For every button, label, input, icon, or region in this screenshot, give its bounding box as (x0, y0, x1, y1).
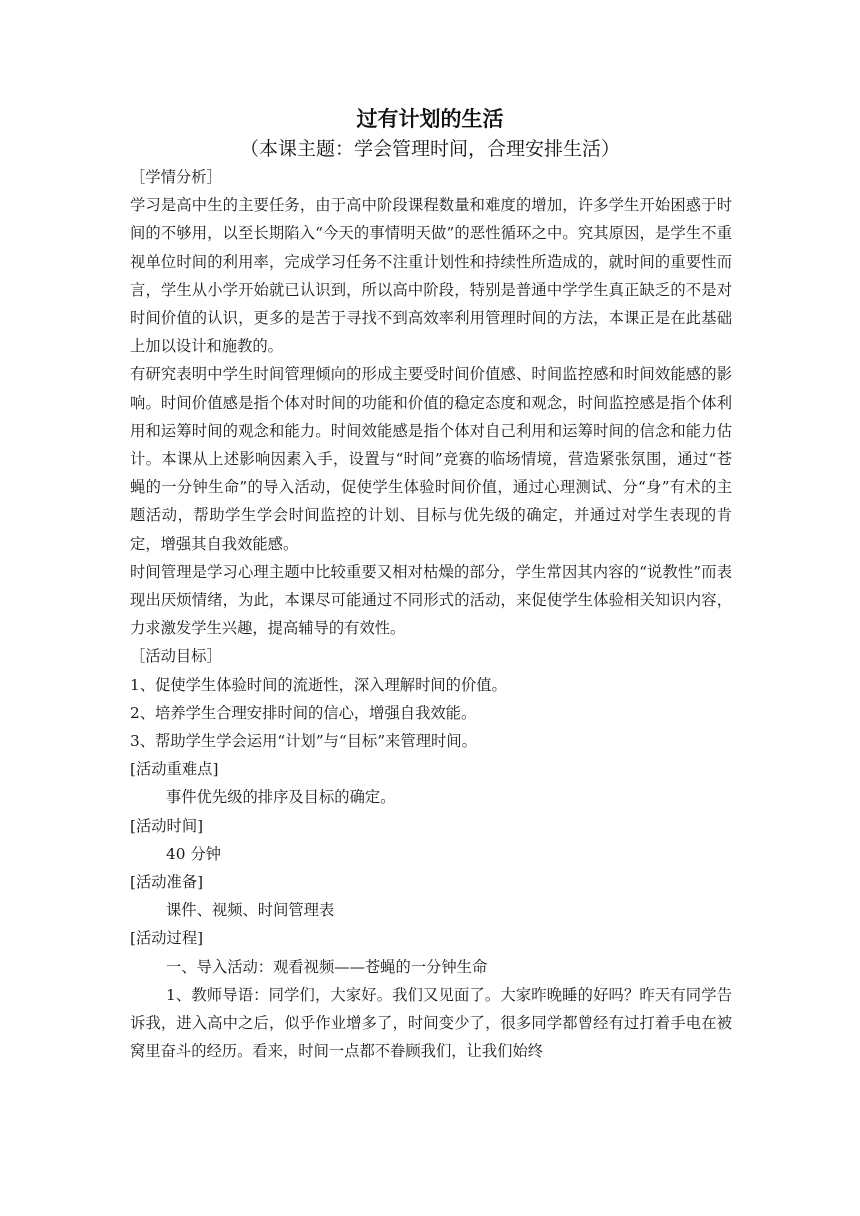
body-paragraph: 3、帮助学生学会运用“计划”与“目标”来管理时间。 (130, 732, 477, 751)
indented-paragraph: 课件、视频、时间管理表 (166, 901, 335, 920)
section-heading: [活动过程] (130, 929, 204, 948)
section-heading: [活动重难点] (130, 760, 219, 779)
indented-paragraph: 40 分钟 (166, 844, 221, 863)
document-title: 过有计划的生活 (356, 107, 504, 131)
indented-paragraph: 事件优先级的排序及目标的确定。 (166, 788, 396, 807)
document-subtitle: （本课主题：学会管理时间，合理安排生活） (239, 138, 620, 160)
section-heading: ［活动目标］ (130, 647, 222, 666)
section-heading: [活动时间] (130, 816, 204, 835)
body-paragraph: 学习是高中生的主要任务，由于高中阶段课程数量和难度的增加，许多学生开始困惑于时间的不够用，以至长期陷入“今天的事情明天做”的恶性循环之中。究其原因，是学生不重视单位时间的利用率，完成学习任务不注重计划性和持续性所造成的，就时间的重要性而言，学生从小学开始就已认识到，所以高中阶段，特别是普通中学学生真正缺乏的不是对时间价值的认识，更多的是苦于寻找不到高效率利用管理时间的方法，本课正是在此基础上加以设计和施教的。 (130, 196, 732, 356)
indented-paragraph: 一、导入活动：观看视频——苍蝇的一分钟生命 (166, 957, 488, 976)
section-heading: [活动准备] (130, 873, 204, 892)
section-heading: ［学情分析］ (130, 168, 222, 186)
body-paragraph: 1、促使学生体验时间的流逝性，深入理解时间的价值。 (130, 675, 507, 694)
body-paragraph: 有研究表明中学生时间管理倾向的形成主要受时间价值感、时间监控感和时间效能感的影响。时间价值感是指个体对时间的功能和价值的稳定态度和观念，时间监控感是指个体利用和运筹时间的观念和能力。时间效能感是指个体对自己利用和运筹时间的信念和能力估计。本课从上述影响因素入手，设置与“时间”竞赛的临场情境，营造紧张氛围，通过“苍蝇的一分钟生命”的导入活动，促使学生体验时间价值，通过心理测试、分“身”有术的主题活动，帮助学生学会时间监控的计划、目标与优先级的确定，并通过对学生表现的肯定，增强其自我效能感。 (130, 365, 732, 553)
body-paragraph: 时间管理是学习心理主题中比较重要又相对枯燥的部分，学生常因其内容的“说教性”而表现出厌烦情绪，为此，本课尽可能通过不同形式的活动，来促使学生体验相关知识内容，力求激发学生兴趣，提高辅导的有效性。 (130, 562, 732, 638)
body-paragraph: 1、教师导语：同学们，大家好。我们又见面了。大家昨晚睡的好吗？昨天有同学告诉我，进入高中之后，似乎作业增多了，时间变少了，很多同学都曾经有过打着手电在被窝里奋斗的经历。看来，时间一点都不眷顾我们，让我们始终 (130, 985, 732, 1061)
document-body (130, 163, 732, 1066)
body-paragraph: 2、培养学生合理安排时间的信心，增强自我效能。 (130, 703, 477, 722)
